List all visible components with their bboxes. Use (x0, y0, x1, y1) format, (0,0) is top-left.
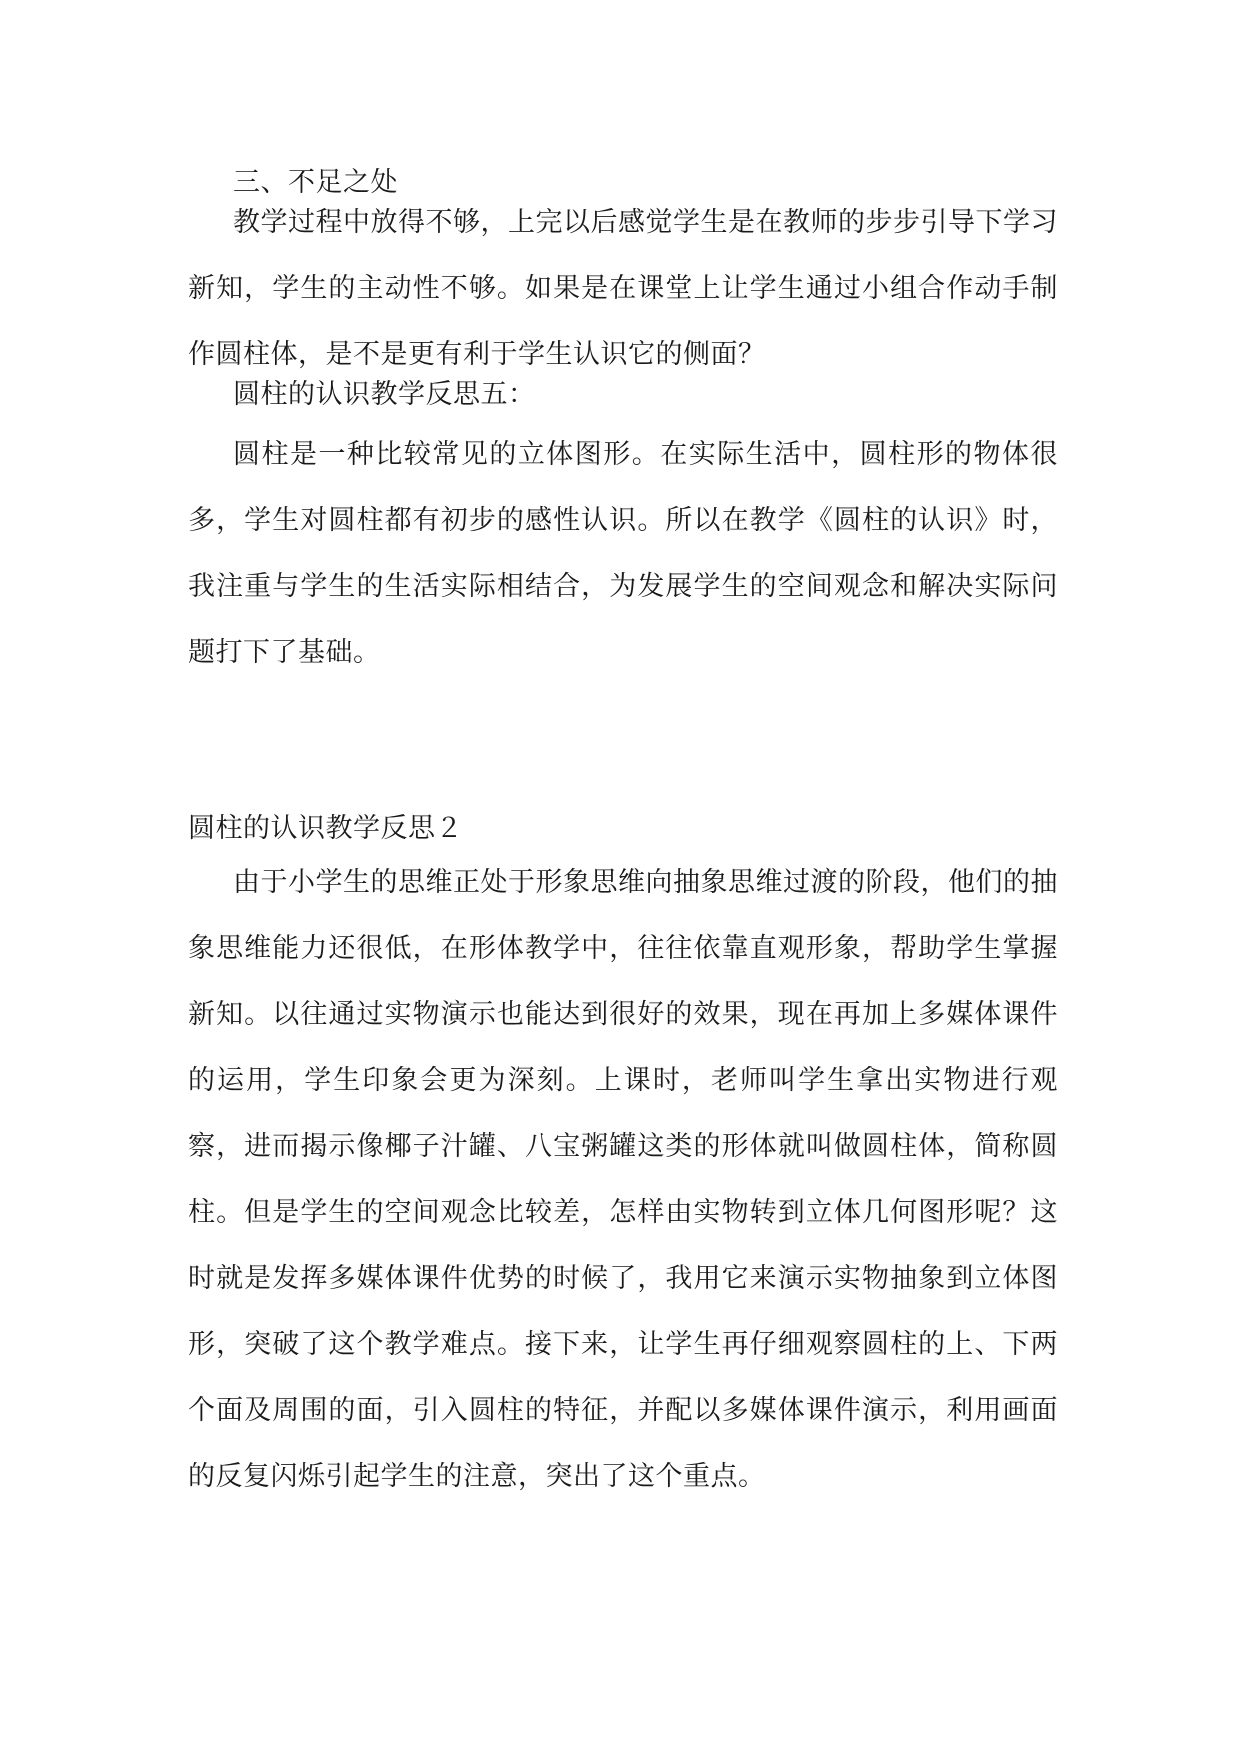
reflection-five-paragraph: 圆柱是一种比较常见的立体图形。在实际生活中，圆柱形的物体很多，学生对圆柱都有初步的感性认识。所以在教学《圆柱的认识》时，我注重与学生的生活实际相结合，为发展学生的空间观念和解决实际问题打下了基础。 (188, 439, 1058, 668)
section-three-paragraph: 教学过程中放得不够，上完以后感觉学生是在教师的步步引导下学习新知，学生的主动性不够。如果是在课堂上让学生通过小组合作动手制作圆柱体，是不是更有利于学生认识它的侧面？ (188, 207, 1058, 370)
section-three-heading: 三、不足之处 (233, 167, 398, 198)
reflection-two-title: 圆柱的认识教学反思２ (188, 813, 463, 844)
reflection-five-heading: 圆柱的认识教学反思五： (233, 379, 536, 410)
reflection-two-paragraph: 由于小学生的思维正处于形象思维向抽象思维过渡的阶段，他们的抽象思维能力还很低，在形体教学中，往往依靠直观形象，帮助学生掌握新知。以往通过实物演示也能达到很好的效果，现在再加上多媒体课件的运用，学生印象会更为深刻。上课时，老师叫学生拿出实物进行观察，进而揭示像椰子汁罐、八宝粥罐这类的形体就叫做圆柱体，简称圆柱。但是学生的空间观念比较差，怎样由实物转到立体几何图形呢？这时就是发挥多媒体课件优势的时候了，我用它来演示实物抽象到立体图形，突破了这个教学难点。接下来，让学生再仔细观察圆柱的上、下两个面及周围的面，引入圆柱的特征，并配以多媒体课件演示，利用画面的反复闪烁引起学生的注意，突出了这个重点。 (188, 867, 1058, 1492)
